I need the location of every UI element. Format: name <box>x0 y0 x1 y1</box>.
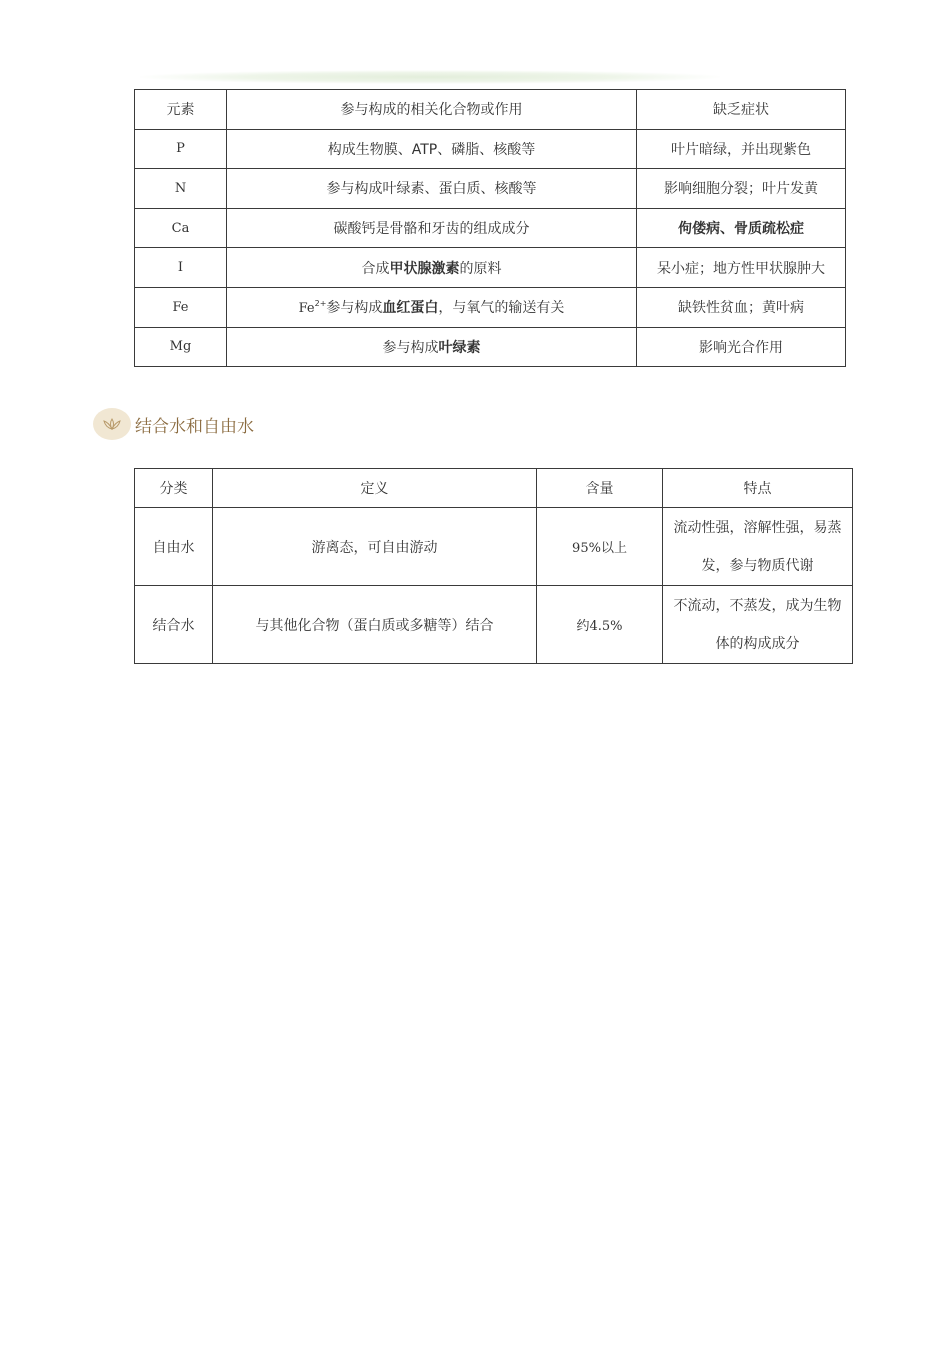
features-cell: 不流动，不蒸发，成为生物体的构成成分 <box>663 586 853 664</box>
role-text: 参与构成 <box>326 300 383 317</box>
table-row <box>135 129 846 169</box>
header-type: 分类 <box>135 469 213 508</box>
header-symptom: 缺乏症状 <box>637 90 846 130</box>
symptom-cell: 叶片暗绿，并出现紫色 <box>637 129 846 169</box>
water-types-table <box>134 468 853 664</box>
section-heading <box>93 408 254 440</box>
table-row <box>135 287 846 327</box>
amount-cell: 约4.5% <box>537 586 663 664</box>
symptom-cell: 缺铁性贫血；黄叶病 <box>637 287 846 327</box>
role-text: 合成 <box>361 260 390 277</box>
header-amount: 含量 <box>537 469 663 508</box>
role-cell: 构成生物膜、ATP、磷脂、核酸等 <box>227 129 637 169</box>
type-cell: 自由水 <box>135 508 213 586</box>
table-header-row <box>135 469 853 508</box>
role-bold: 血红蛋白 <box>382 300 439 317</box>
table-row <box>135 508 853 586</box>
fe-symbol: Fe <box>298 301 315 317</box>
role-bold: 甲状腺激素 <box>389 260 460 277</box>
table-row <box>135 169 846 209</box>
role-cell: 参与构成叶绿素、蛋白质、核酸等 <box>227 169 637 209</box>
symptom-cell: 影响光合作用 <box>637 327 846 367</box>
symptom-cell: 呆小症；地方性甲状腺肿大 <box>637 248 846 288</box>
element-cell: Fe <box>135 287 227 327</box>
section-title: 结合水和自由水 <box>135 416 254 437</box>
role-cell <box>227 327 637 367</box>
header-features: 特点 <box>663 469 853 508</box>
fe-charge: 2+ <box>314 299 327 309</box>
table-row <box>135 248 846 288</box>
symptom-cell: 影响细胞分裂；叶片发黄 <box>637 169 846 209</box>
table-header-row <box>135 90 846 130</box>
role-bold: 叶绿素 <box>438 339 481 356</box>
table-row <box>135 327 846 367</box>
role-cell <box>227 287 637 327</box>
role-text: 的原料 <box>459 260 502 277</box>
header-element: 元素 <box>135 90 227 130</box>
element-cell: P <box>135 129 227 169</box>
definition-cell: 游离态，可自由游动 <box>213 508 537 586</box>
role-text: ，与氧气的输送有关 <box>438 300 565 317</box>
mineral-elements-table <box>134 89 846 367</box>
table-row <box>135 586 853 664</box>
lotus-icon <box>93 408 131 440</box>
role-text: 参与构成 <box>382 339 439 356</box>
table-row <box>135 208 846 248</box>
role-cell: 碳酸钙是骨骼和牙齿的组成成分 <box>227 208 637 248</box>
features-cell: 流动性强，溶解性强，易蒸发，参与物质代谢 <box>663 508 853 586</box>
header-role: 参与构成的相关化合物或作用 <box>227 90 637 130</box>
role-cell <box>227 248 637 288</box>
definition-cell: 与其他化合物（蛋白质或多糖等）结合 <box>213 586 537 664</box>
element-cell: I <box>135 248 227 288</box>
symptom-bold: 佝偻病、骨质疏松症 <box>678 221 804 238</box>
header-decoration <box>140 70 720 84</box>
amount-cell: 95%以上 <box>537 508 663 586</box>
symptom-cell <box>637 208 846 248</box>
type-cell: 结合水 <box>135 586 213 664</box>
element-cell: Mg <box>135 327 227 367</box>
element-cell: Ca <box>135 208 227 248</box>
element-cell: N <box>135 169 227 209</box>
header-definition: 定义 <box>213 469 537 508</box>
